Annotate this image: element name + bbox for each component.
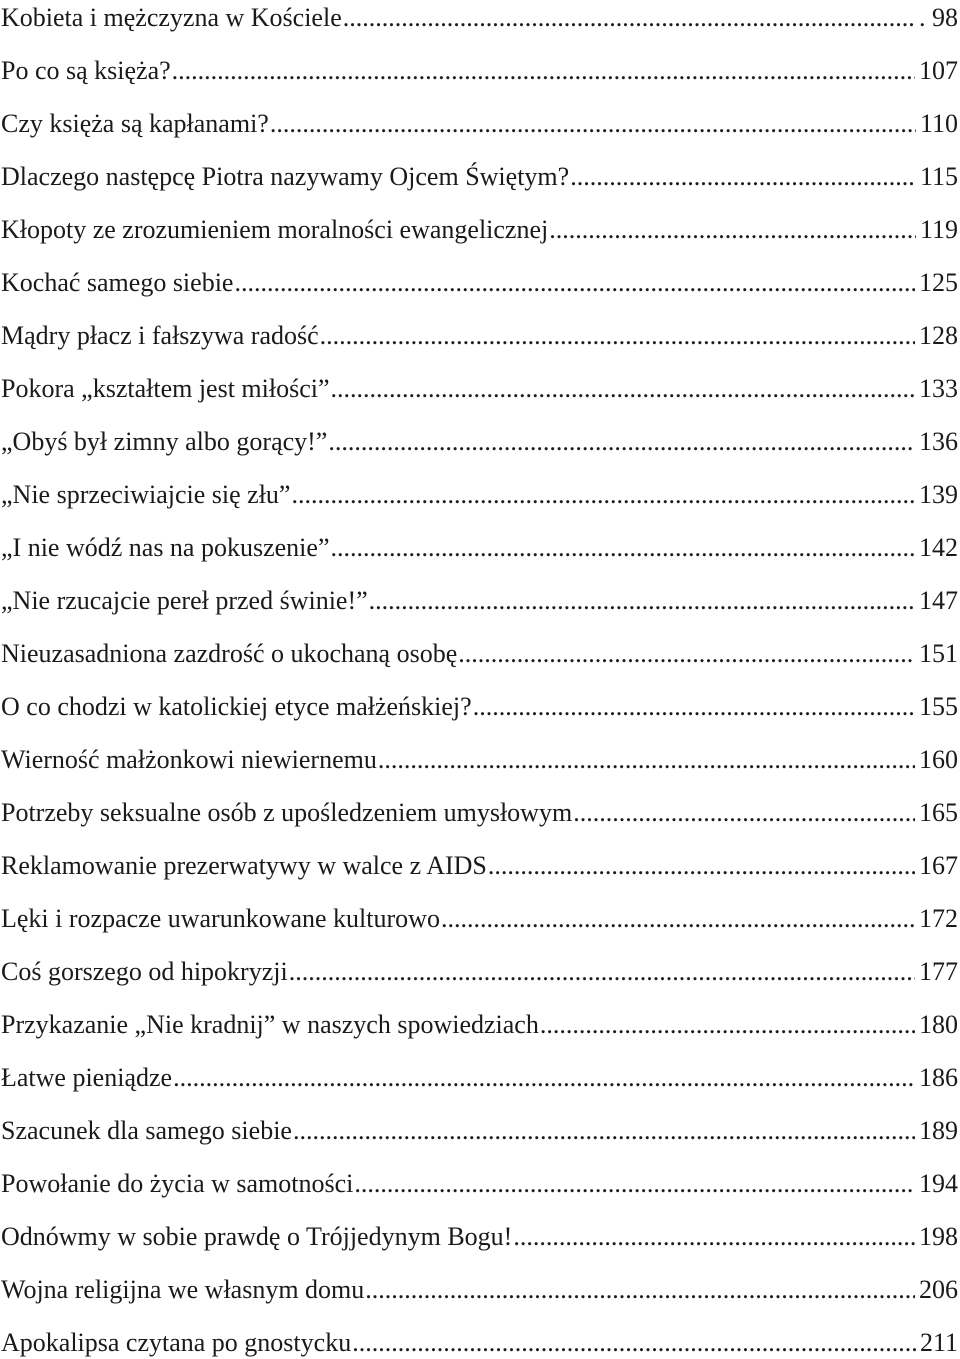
toc-dot-leader	[173, 1062, 915, 1094]
toc-dot-leader	[343, 2, 915, 34]
toc-entry-title: Wojna religijna we własnym domu	[1, 1275, 365, 1304]
toc-entry[interactable]	[0, 630, 960, 670]
toc-entry-title: Odnówmy w sobie prawdę o Trójjedynym Bogu!	[1, 1222, 513, 1251]
toc-dot-leader	[289, 956, 915, 988]
toc-entry-title: Dlaczego następcę Piotra nazywamy Ojcem Świętym?	[1, 162, 570, 191]
toc-entry-page: 172	[919, 904, 958, 933]
toc-entry-page: 136	[919, 427, 958, 456]
toc-entry-page: 151	[919, 639, 958, 668]
toc-entry-title: Kobieta i mężczyzna w Kościele	[1, 3, 342, 32]
toc-entry-page: 125	[919, 268, 958, 297]
toc-entry-title: Łatwe pieniądze	[1, 1063, 173, 1092]
toc-entry-page: 194	[919, 1169, 958, 1198]
toc-dot-leader	[320, 320, 915, 352]
toc-entry[interactable]	[0, 259, 960, 299]
toc-dot-leader	[352, 1327, 916, 1359]
toc-dot-leader	[570, 161, 916, 193]
toc-entry[interactable]	[0, 842, 960, 882]
toc-entry[interactable]	[0, 1001, 960, 1041]
toc-entry-page: 128	[919, 321, 958, 350]
toc-entry[interactable]	[0, 100, 960, 140]
toc-entry-title: Apokalipsa czytana po gnostycku	[1, 1328, 352, 1357]
toc-dot-leader	[488, 850, 915, 882]
toc-entry-title: Szacunek dla samego siebie	[1, 1116, 292, 1145]
toc-entry-page: 147	[919, 586, 958, 615]
toc-entry[interactable]	[0, 471, 960, 511]
toc-entry[interactable]	[0, 524, 960, 564]
toc-entry[interactable]	[0, 206, 960, 246]
toc-dot-leader	[513, 1221, 915, 1253]
toc-entry-page: 198	[919, 1222, 958, 1251]
toc-entry[interactable]	[0, 736, 960, 776]
toc-entry[interactable]	[0, 47, 960, 87]
toc-entry[interactable]	[0, 1054, 960, 1094]
toc-entry[interactable]	[0, 0, 960, 34]
toc-entry-title: Kłopoty ze zrozumieniem moralności ewangelicznej	[1, 215, 549, 244]
toc-dot-leader	[331, 373, 915, 405]
toc-entry-page: 110	[919, 109, 958, 138]
toc-entry-page: 115	[919, 162, 958, 191]
toc-dot-leader	[458, 638, 915, 670]
toc-entry-page: 142	[919, 533, 958, 562]
toc-entry[interactable]	[0, 1213, 960, 1253]
toc-entry[interactable]	[0, 312, 960, 352]
toc-entry[interactable]	[0, 418, 960, 458]
toc-dot-leader	[234, 267, 915, 299]
toc-entry-title: Lęki i rozpacze uwarunkowane kulturowo	[1, 904, 440, 933]
toc-dot-leader	[378, 744, 915, 776]
toc-dot-leader	[293, 1115, 915, 1147]
toc-entry-title: O co chodzi w katolickiej etyce małżeńskiej?	[1, 692, 472, 721]
toc-entry-title: Kochać samego siebie	[1, 268, 234, 297]
toc-dot-leader	[441, 903, 915, 935]
toc-entry[interactable]	[0, 948, 960, 988]
toc-entry-page: 133	[919, 374, 958, 403]
toc-dot-leader	[365, 1274, 915, 1306]
toc-entry-title: Coś gorszego od hipokryzji	[1, 957, 288, 986]
toc-dot-leader	[172, 55, 915, 87]
toc-entry-page: 177	[919, 957, 958, 986]
toc-entry-title: Pokora „kształtem jest miłości”	[1, 374, 330, 403]
toc-entry[interactable]	[0, 1160, 960, 1200]
toc-entry-page: 211	[919, 1328, 958, 1357]
toc-dot-leader	[549, 214, 916, 246]
toc-entry[interactable]	[0, 153, 960, 193]
toc-entry-title: Nieuzasadniona zazdrość o ukochaną osobę	[1, 639, 458, 668]
toc-entry-title: Czy księża są kapłanami?	[1, 109, 269, 138]
toc-entry-page: 180	[919, 1010, 958, 1039]
toc-entry[interactable]	[0, 895, 960, 935]
toc-dot-leader	[330, 532, 915, 564]
toc-entry-title: Mądry płacz i fałszywa radość	[1, 321, 319, 350]
toc-dot-leader	[573, 797, 915, 829]
toc-entry-page: 186	[919, 1063, 958, 1092]
toc-entry-page: 206	[919, 1275, 958, 1304]
toc-entry-page: 139	[919, 480, 958, 509]
toc-dot-leader	[369, 585, 915, 617]
toc-entry-title: Reklamowanie prezerwatywy w walce z AIDS	[1, 851, 487, 880]
toc-dot-leader	[540, 1009, 915, 1041]
toc-entry[interactable]	[0, 683, 960, 723]
toc-dot-leader	[328, 426, 915, 458]
toc-entry-page: 160	[919, 745, 958, 774]
toc-entry[interactable]	[0, 1107, 960, 1147]
toc-entry[interactable]	[0, 1266, 960, 1306]
toc-entry-title: Po co są księża?	[1, 56, 171, 85]
toc-entry-page: 165	[919, 798, 958, 827]
toc-entry-page: 119	[919, 215, 958, 244]
toc-dot-leader	[291, 479, 915, 511]
toc-entry-title: „Obyś był zimny albo gorący!”	[1, 427, 328, 456]
toc-entry[interactable]	[0, 365, 960, 405]
toc-entry-title: Przykazanie „Nie kradnij” w naszych spowiedziach	[1, 1010, 539, 1039]
toc-entry-title: „I nie wódź nas na pokuszenie”	[1, 533, 330, 562]
toc-dot-leader	[473, 691, 915, 723]
toc-entry[interactable]	[0, 789, 960, 829]
toc-entry[interactable]	[0, 1319, 960, 1359]
toc-entry-title: Wierność małżonkowi niewiernemu	[1, 745, 377, 774]
toc-entry-page: 155	[919, 692, 958, 721]
toc-entry-page: 189	[919, 1116, 958, 1145]
toc-entry-page: 107	[919, 56, 958, 85]
toc-entry-title: Powołanie do życia w samotności	[1, 1169, 354, 1198]
toc-entry-title: „Nie rzucajcie pereł przed świnie!”	[1, 586, 368, 615]
toc-entry-page: . 98	[919, 3, 958, 32]
toc-entry-title: „Nie sprzeciwiajcie się złu”	[1, 480, 291, 509]
toc-entry-page: 167	[919, 851, 958, 880]
toc-dot-leader	[270, 108, 916, 140]
toc-dot-leader	[354, 1168, 915, 1200]
toc-entry-title: Potrzeby seksualne osób z upośledzeniem umysłowym	[1, 798, 573, 827]
toc-entry[interactable]	[0, 577, 960, 617]
